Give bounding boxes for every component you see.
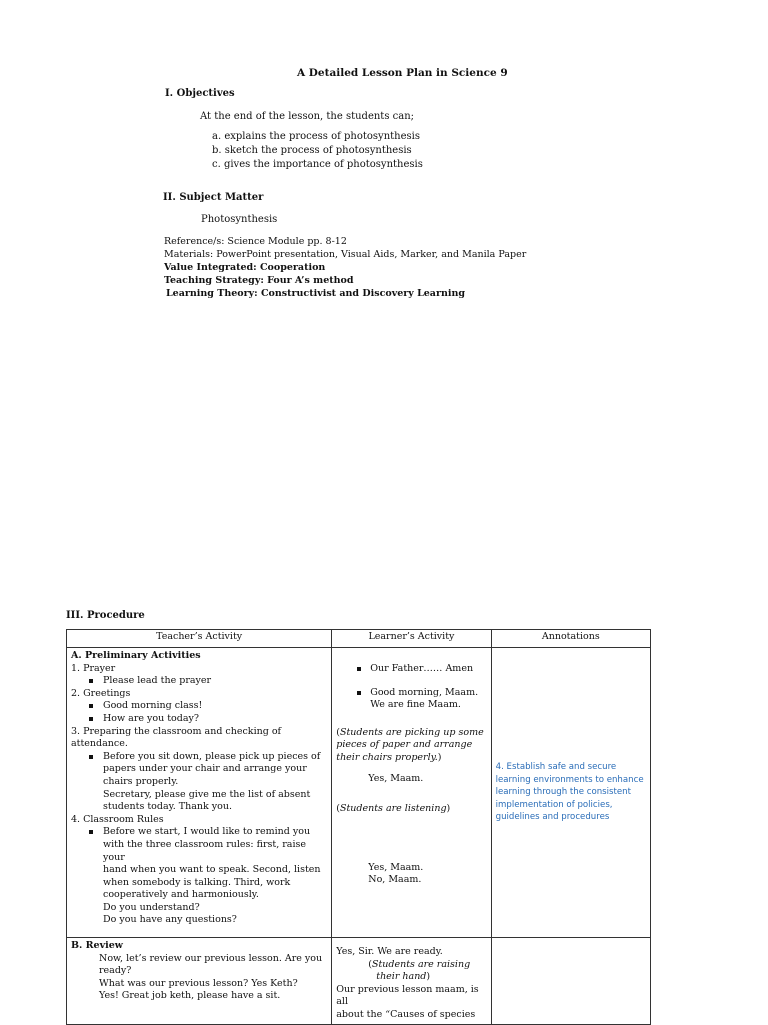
list-item-continued: papers under your chair and arrange your — [103, 763, 307, 775]
objectives-intro: At the end of the lesson, the students can; — [200, 111, 414, 122]
objectives-list — [212, 130, 423, 172]
list-item-continued: Secretary, please give me the list of absent — [103, 788, 311, 800]
table-header-row — [67, 630, 651, 648]
procedure-heading: III. Procedure — [66, 610, 145, 621]
subject-meta — [164, 235, 526, 300]
list-item-continued: Do you have any questions? — [103, 914, 237, 926]
list-item-continued: when somebody is talking. Third, work — [103, 876, 291, 888]
section-heading: A. Preliminary Activities — [71, 650, 201, 661]
theory-line: Learning Theory: Constructivist and Discovery Learning — [166, 288, 466, 299]
learner-response: (Students are listening) — [336, 803, 451, 815]
objective-item: b. sketch the process of photosynthesis — [212, 145, 412, 156]
learner-response: (Students are raising — [368, 958, 471, 970]
teacher-line: Now, let’s review our previous lesson. Are you — [99, 952, 323, 964]
learner-response: their chairs properly.) — [336, 751, 442, 763]
step-label: 2. Greetings — [71, 687, 131, 699]
learner-response: No, Maam. — [368, 874, 422, 886]
teacher-line: What was our previous lesson? Yes Keth? — [99, 977, 298, 989]
annotation-cell — [491, 648, 650, 938]
learner-response: Our previous lesson maam, is all — [336, 983, 479, 1008]
learner-response: Yes, Sir. We are ready. — [336, 946, 443, 957]
subject-topic: Photosynthesis — [201, 214, 278, 225]
column-header-annotations: Annotations — [491, 630, 650, 648]
learner-response: about the “Causes of species — [336, 1008, 476, 1020]
procedure-table — [66, 629, 651, 1025]
list-item-continued: hand when you want to speak. Second, listen — [103, 864, 321, 876]
list-item: Before you sit down, please pick up pieces of — [71, 751, 327, 764]
step-label: attendance. — [71, 738, 128, 750]
table-row — [67, 938, 651, 1025]
list-item: How are you today? — [71, 713, 327, 726]
learner-activity-cell — [332, 648, 491, 938]
teacher-activity-cell — [67, 938, 332, 1025]
list-item-continued: with the three classroom rules: first, raise your — [103, 838, 306, 863]
section-heading: B. Review — [71, 940, 123, 951]
table-row — [67, 648, 651, 938]
materials-line: Materials: PowerPoint presentation, Visual Aids, Marker, and Manila Paper — [164, 249, 527, 260]
learner-response: Yes, Maam. — [368, 861, 424, 873]
list-item: Before we start, I would like to remind you — [71, 826, 327, 839]
list-item-continued: Do you understand? — [103, 901, 200, 913]
teacher-line: ready? — [99, 965, 132, 977]
annotation-text: 4. Establish safe and secure learning environments to enhance learning through the consistent implementation of policies, guidelines and procedures — [495, 762, 644, 823]
subject-heading: II. Subject Matter — [163, 192, 264, 203]
objective-item: a. explains the process of photosynthesis — [212, 131, 420, 142]
learner-response: (Students are picking up some — [336, 726, 484, 738]
annotation-cell — [491, 938, 650, 1025]
step-label: 4. Classroom Rules — [71, 813, 164, 825]
column-header-teacher: Teacher’s Activity — [67, 630, 332, 648]
list-item-continued: students today. Thank you. — [103, 801, 233, 813]
learner-response: Yes, Maam. — [368, 772, 424, 784]
learner-activity-cell — [332, 938, 491, 1025]
step-label: 3. Preparing the classroom and checking of — [71, 725, 282, 737]
step-label: 1. Prayer — [71, 662, 116, 674]
list-item: Good morning, Maam. — [336, 687, 486, 700]
objective-item: c. gives the importance of photosynthesis — [212, 159, 423, 170]
learner-response: pieces of paper and arrange — [336, 739, 473, 751]
learner-response: their hand) — [376, 971, 431, 983]
value-line: Value Integrated: Cooperation — [164, 262, 326, 273]
list-item: Please lead the prayer — [71, 675, 327, 688]
list-item-continued: chairs properly. — [103, 775, 179, 787]
teacher-line: Yes! Great job keth, please have a sit. — [99, 990, 281, 1002]
reference-line: Reference/s: Science Module pp. 8-12 — [164, 236, 347, 247]
column-header-learner: Learner’s Activity — [332, 630, 491, 648]
objectives-heading: I. Objectives — [165, 88, 235, 99]
list-item: Our Father…… Amen — [336, 663, 486, 676]
list-item-continued: cooperatively and harmoniously. — [103, 889, 259, 901]
list-item-continued: We are fine Maam. — [370, 699, 461, 711]
teacher-activity-cell — [67, 648, 332, 938]
lesson-title: A Detailed Lesson Plan in Science 9 — [297, 67, 508, 79]
strategy-line: Teaching Strategy: Four A’s method — [164, 275, 354, 286]
list-item: Good morning class! — [71, 700, 327, 713]
